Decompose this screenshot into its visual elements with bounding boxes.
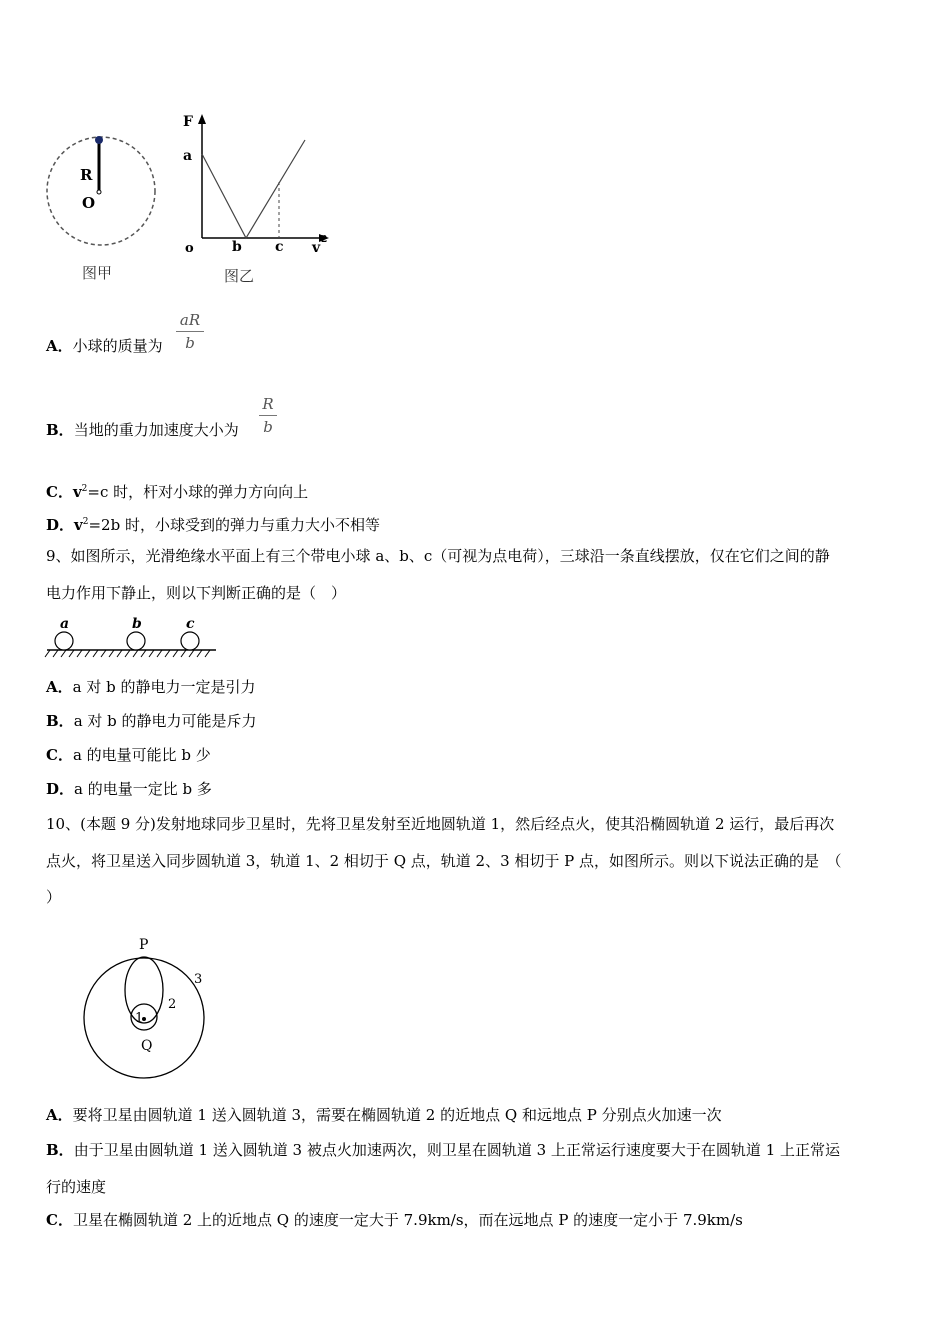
orbit-2: [125, 957, 163, 1023]
q10-stem-line1: 10、(本题 9 分)发射地球同步卫星时，先将卫星发射至近地圆轨道 1，然后经点火，使其沿椭圆轨道 2 运行，最后再次: [46, 815, 835, 833]
label-O: O: [82, 194, 96, 212]
label-F: F: [183, 114, 193, 130]
q8-option-d: D．$v^2=2b$ 时，小球受到的弹力与重力大小不相等: [46, 516, 380, 534]
q10-option-c: C．卫星在椭圆轨道 2 上的近地点 Q 的速度一定大于 7.9km/s，而在远地点 P 的速度一定小于 7.9km/s: [46, 1211, 743, 1229]
q9-option-b: B．a 对 b 的静电力可能是斥力: [46, 712, 257, 730]
ball: [95, 136, 103, 144]
ball-a: [55, 632, 73, 650]
caption-yi: 图乙: [224, 267, 255, 285]
q10-option-b-cont: 行的速度: [46, 1178, 107, 1196]
q10-stem-line3: ）: [46, 888, 62, 906]
label-v: v: [312, 240, 321, 256]
figure-orbit: [80, 930, 220, 1080]
q9-option-c: C．a 的电量可能比 b 少: [46, 746, 211, 764]
caption-jia: 图甲: [82, 264, 113, 282]
label-v-sup: 2: [321, 235, 328, 245]
label-ball-b: b: [132, 616, 142, 632]
label-Q: Q: [141, 1038, 153, 1054]
q9-stem-line2: 电力作用下静止，则以下判断正确的是（ ）: [46, 584, 347, 602]
ball-b: [127, 632, 145, 650]
q10-option-b: B．由于卫星由圆轨道 1 送入圆轨道 3 被点火加速两次，则卫星在圆轨道 3 上正常运行速度要大于在圆轨道 1 上正常运: [46, 1141, 841, 1159]
q9-option-d: D．a 的电量一定比 b 多: [46, 780, 212, 798]
label-ball-a: a: [60, 616, 70, 632]
figure-yi: [175, 110, 335, 260]
label-c: c: [275, 239, 284, 255]
q8-option-b: B．当地的重力加速度大小为: [46, 421, 239, 439]
y-axis-arrow: [198, 114, 206, 124]
label-b: b: [232, 239, 242, 255]
label-ball-c: c: [186, 616, 195, 632]
q8-option-c: C．$v^2=c$ 时，杆对小球的弹力方向向上: [46, 483, 309, 501]
q9-stem-line1: 9、如图所示，光滑绝缘水平面上有三个带电小球 a、b、c（可视为点电荷），三球沿一条直线摆放，仅在它们之间的静: [46, 547, 830, 565]
q8-a-fraction: aR b: [176, 311, 204, 352]
label-3: 3: [194, 972, 203, 987]
label-o: o: [185, 241, 194, 256]
q8-b-fraction: R b: [259, 395, 277, 436]
center-point: [97, 190, 101, 194]
label-R: R: [80, 166, 93, 184]
label-2: 2: [168, 997, 177, 1012]
label-P: P: [139, 937, 149, 953]
q10-stem-line2: 点火，将卫星送入同步圆轨道 3，轨道 1、2 相切于 Q 点，轨道 2、3 相切于 P 点，如图所示。则以下说法正确的是 （: [46, 852, 842, 870]
q9-option-a: A．a 对 b 的静电力一定是引力: [46, 678, 256, 696]
label-1: 1: [135, 1011, 144, 1026]
q8-option-a: A．小球的质量为: [46, 337, 163, 355]
q10-option-a: A．要将卫星由圆轨道 1 送入圆轨道 3，需要在椭圆轨道 2 的近地点 Q 和远地点 P 分别点火加速一次: [46, 1106, 722, 1124]
figure-jia: [40, 130, 165, 255]
ball-c: [181, 632, 199, 650]
label-a: a: [183, 148, 193, 164]
graph-line: [202, 140, 305, 238]
figure-balls: [44, 614, 219, 662]
